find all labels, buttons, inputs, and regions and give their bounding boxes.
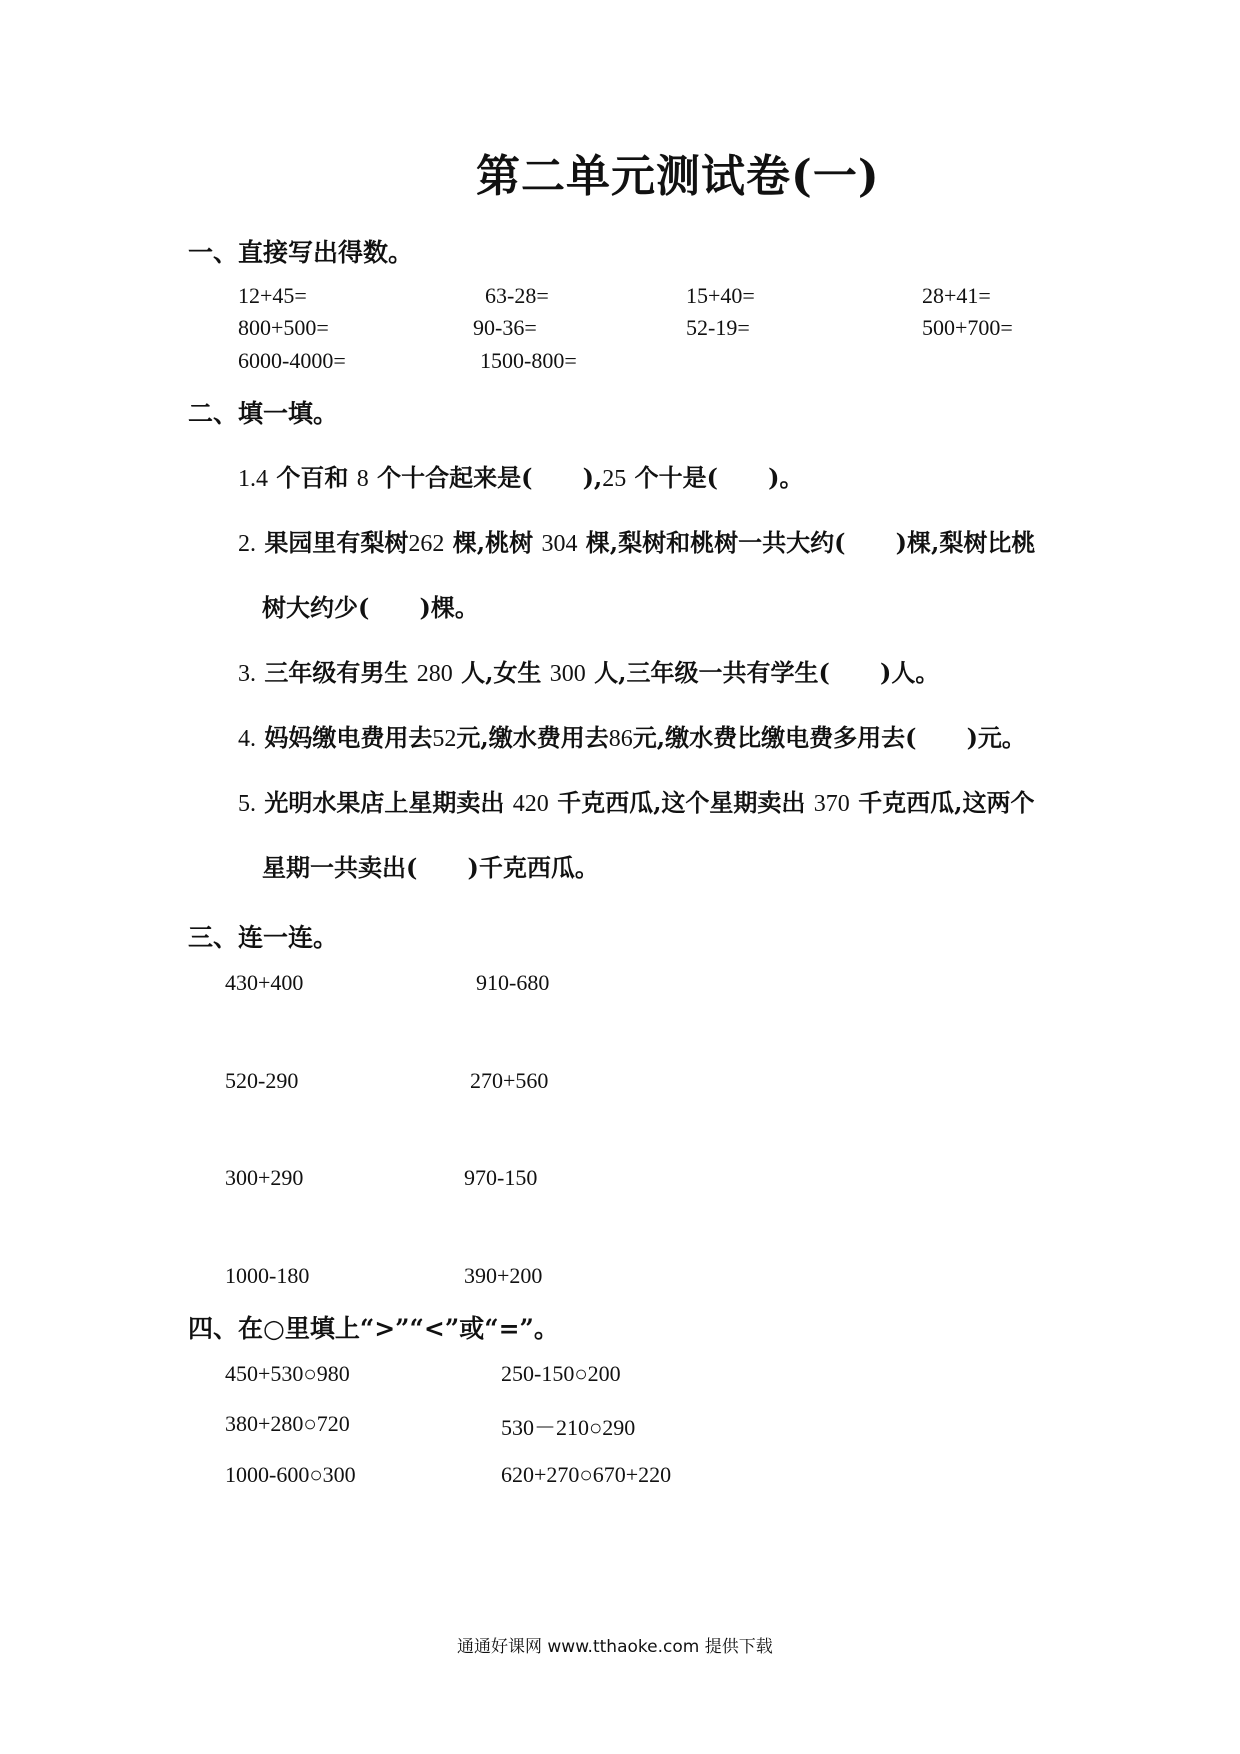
section-heading-3: 三、连一连。 (188, 923, 339, 952)
calc-item: 28+41= (922, 283, 991, 308)
section-heading-1: 一、直接写出得数。 (188, 238, 414, 267)
calc-item: 90-36= (473, 315, 537, 340)
question-5: 5. 光明水果店上星期卖出 420 千克西瓜,这个星期卖出 370 千克西瓜,这两个 (238, 788, 1035, 817)
question-2-line-2: 树大约少( )棵。 (262, 593, 479, 622)
compare-item: 1000-600○300 (225, 1462, 356, 1487)
calc-item: 63-28= (485, 283, 549, 308)
match-right-item: 910-680 (476, 970, 550, 995)
question-4: 4. 妈妈缴电费用去52元,缴水费用去86元,缴水费比缴电费多用去( )元。 (238, 723, 1026, 752)
footer-download-note: 通通好课网 www.tthaoke.com 提供下载 (457, 1637, 773, 1657)
match-left-item: 300+290 (225, 1165, 304, 1190)
calc-item: 800+500= (238, 315, 329, 340)
section-heading-2: 二、填一填。 (188, 399, 339, 428)
question-5-line-2: 星期一共卖出( )千克西瓜。 (262, 853, 599, 882)
page-title: 第二单元测试卷(一) (476, 151, 880, 202)
calc-item: 12+45= (238, 283, 307, 308)
calc-item: 500+700= (922, 315, 1013, 340)
question-1: 1.4 个百和 8 个十合起来是( ),25 个十是( )。 (238, 463, 804, 492)
compare-item: 530－210○290 (501, 1415, 636, 1440)
question-3: 3. 三年级有男生 280 人,女生 300 人,三年级一共有学生( )人。 (238, 658, 940, 687)
match-right-item: 390+200 (464, 1263, 543, 1288)
compare-item: 620+270○670+220 (501, 1462, 672, 1487)
compare-item: 450+530○980 (225, 1361, 350, 1386)
section-heading-4: 四、在○里填上“>”“<”或“=”。 (188, 1314, 559, 1343)
match-left-item: 1000-180 (225, 1263, 310, 1288)
calc-item: 15+40= (686, 283, 755, 308)
compare-item: 250-150○200 (501, 1361, 621, 1386)
match-right-item: 970-150 (464, 1165, 538, 1190)
match-left-item: 520-290 (225, 1068, 299, 1093)
question-2: 2. 果园里有梨树262 棵,桃树 304 棵,梨树和桃树一共大约( )棵,梨树比桃 (238, 528, 1036, 557)
calc-item: 1500-800= (480, 348, 577, 373)
calc-item: 6000-4000= (238, 348, 346, 373)
calc-item: 52-19= (686, 315, 750, 340)
match-right-item: 270+560 (470, 1068, 549, 1093)
compare-item: 380+280○720 (225, 1411, 350, 1436)
match-left-item: 430+400 (225, 970, 304, 995)
